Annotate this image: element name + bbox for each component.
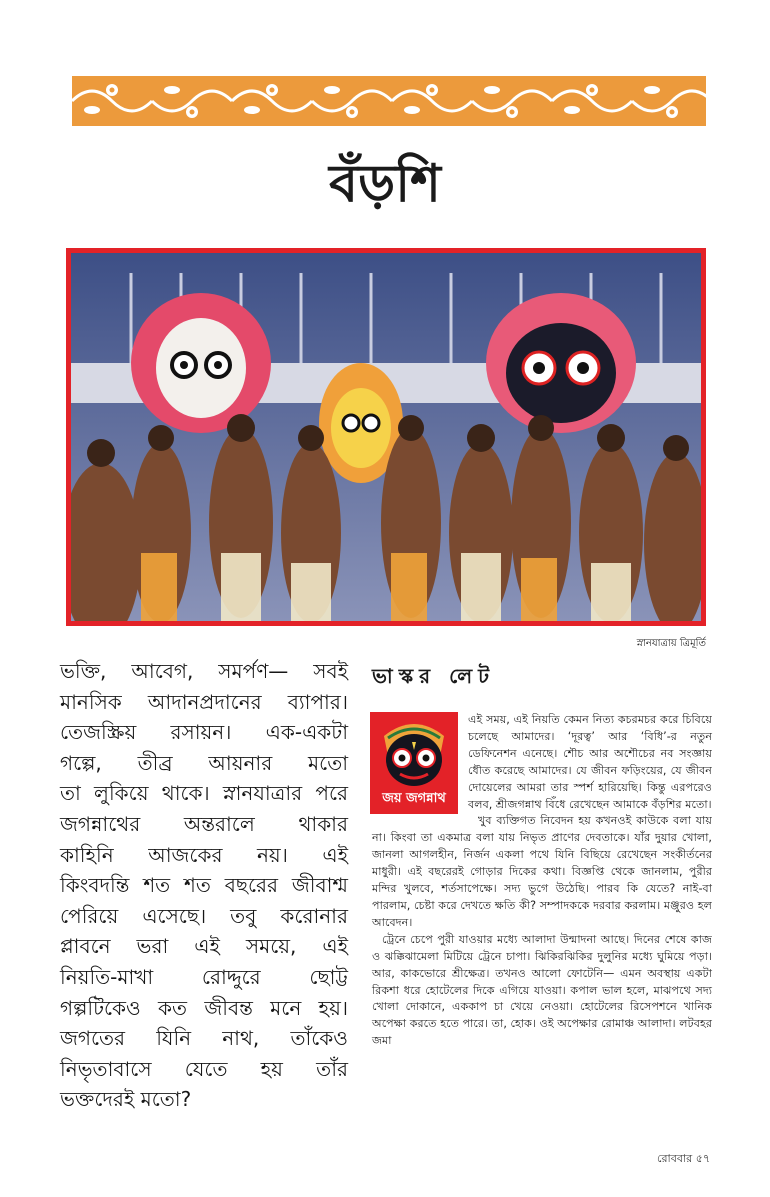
body-paragraph: ট্রেনে চেপে পুরী যাওয়ার মধ্যে আলাদা উন্মাদনা আছে। দিনের শেষে কাজ ও ঝক্কিঝামেলা মিটিয়ে ট্রেনে চাপা। ঝিকিরঝিকির দুলুনির মধ্যে ঘুমিয়ে পড়া। আর, কাকভোরে শ্রীক্ষেত্র। তখনও আলো ফোটেনি— এমন অবস্থায় একটা রিকশা ধরে হোটেলের দিকে এগিয়ে যাওয়া। কপাল ভাল হলে, মাঝপথে সদ্য খোলা দোকানে, এককাপ চা খেয়ে নেওয়া। হোটেলের রিসেপশনে খানিক অপেক্ষা করতে হতে পারে। তা, হোক। ওই অপেক্ষার রোমাঞ্চ আলাদা। লটবহর জমা <box>372 932 712 1048</box>
body-paragraph: এই সময়, এই নিয়তি কেমন নিত্য কচরমচর করে চিবিয়ে চলেছে আমাদের। ‘দূরত্ব’ আর ‘বিধি’-র নতুন ডেফিনেশন এনেছে। শৌচ আর অশৌচের নব সংজ্ঞায় ধৌত করেছে আমাদের। যে জীবন ফড়িংয়ের, যে জীবন দোয়েলের আমরা তার স্পর্শ হারিয়েছি। কিন্তু এরপরেও বলব, শ্রীজগন্নাথ বিঁধে রেখেছেন আমাকে বঁড়শির মতো। <box>468 713 712 811</box>
pull-quote-line: জগতের যিনি নাথ, তাঁকেও <box>60 1026 348 1051</box>
photo-caption: স্নানযাত্রায় ত্রিমূর্তি <box>636 638 706 649</box>
floral-border <box>72 76 706 126</box>
pull-quote-line: ভক্তদেরই মতো? <box>60 1087 192 1112</box>
pull-quote-line: কাহিনি আজকের নয়। এই <box>60 842 348 867</box>
pull-quote-line: নিয়তি-মাখা রোদ্দুরে ছোট্ট <box>60 964 348 989</box>
pull-quote-line: ভক্তি, আবেগ, সমর্পণ— সবই <box>60 659 348 683</box>
pull-quote-line: গল্পে, তীব্র আয়নার মতো <box>60 750 348 775</box>
pull-quote-line: তেজস্ক্রিয় রসায়ন। এক-একটা <box>60 720 348 745</box>
badge-label: জয় জগন্নাথ <box>382 791 446 806</box>
page-number: রোববার ৫৭ <box>657 1152 710 1165</box>
photo-frame <box>66 248 706 626</box>
festival-photo <box>71 253 701 621</box>
pull-quote-line: জগন্নাথের অন্তরালে থাকার <box>60 811 348 836</box>
pull-quote-line: পেরিয়ে এসেছে। তবু করোনার <box>60 903 348 928</box>
jagannath-icon <box>374 716 454 792</box>
pull-quote <box>60 656 348 1115</box>
body-paragraph: খুব ব্যক্তিগত নিবেদন হয় কখনওই কাউকে বলা যায় না। কিংবা তা একমাত্র বলা যায় নিভৃত প্রাণের দেবতাকে। যাঁর দুয়ার খোলা, জানলা আগলহীন, নির্জন একলা পথে যিনি বিছিয়ে রেখেছেন সংকীর্তনের মাধুরী। এই বছরেরই গোড়ার দিকের কথা। বিজ্ঞপ্তি থেকে জানলাম, পুরীর মন্দির খুলবে, শর্তসাপেক্ষে। সদ্য ভুগে উঠেছি। পারব কি যেতে? নাই-বা পারলাম, চেষ্টা করে দেখতে ক্ষতি কী? সম্পাদককে দরবার করলাম। মঞ্জুরও হল আবেদন। <box>372 814 712 929</box>
pull-quote-line: নিভৃতাবাসে যেতে হয় তাঁর <box>60 1056 348 1081</box>
pull-quote-line: প্লাবনে ভরা এই সময়ে, এই <box>60 934 348 959</box>
pull-quote-line: মানসিক আদানপ্রদানের ব্যাপার। <box>60 689 348 714</box>
pull-quote-line: তা লুকিয়ে থাকে। স্নানযাত্রার পরে <box>60 781 348 806</box>
author-name: ভাস্কর লেট <box>372 664 495 688</box>
article-title: বঁড়শি <box>329 154 441 214</box>
pull-quote-line: গল্পটিকেও কত জীবন্ত মনে হয়। <box>60 995 348 1020</box>
pull-quote-line: কিংবদন্তি শত শত বছরের জীবাশ্ম <box>60 873 348 898</box>
jagannath-badge <box>370 712 458 814</box>
